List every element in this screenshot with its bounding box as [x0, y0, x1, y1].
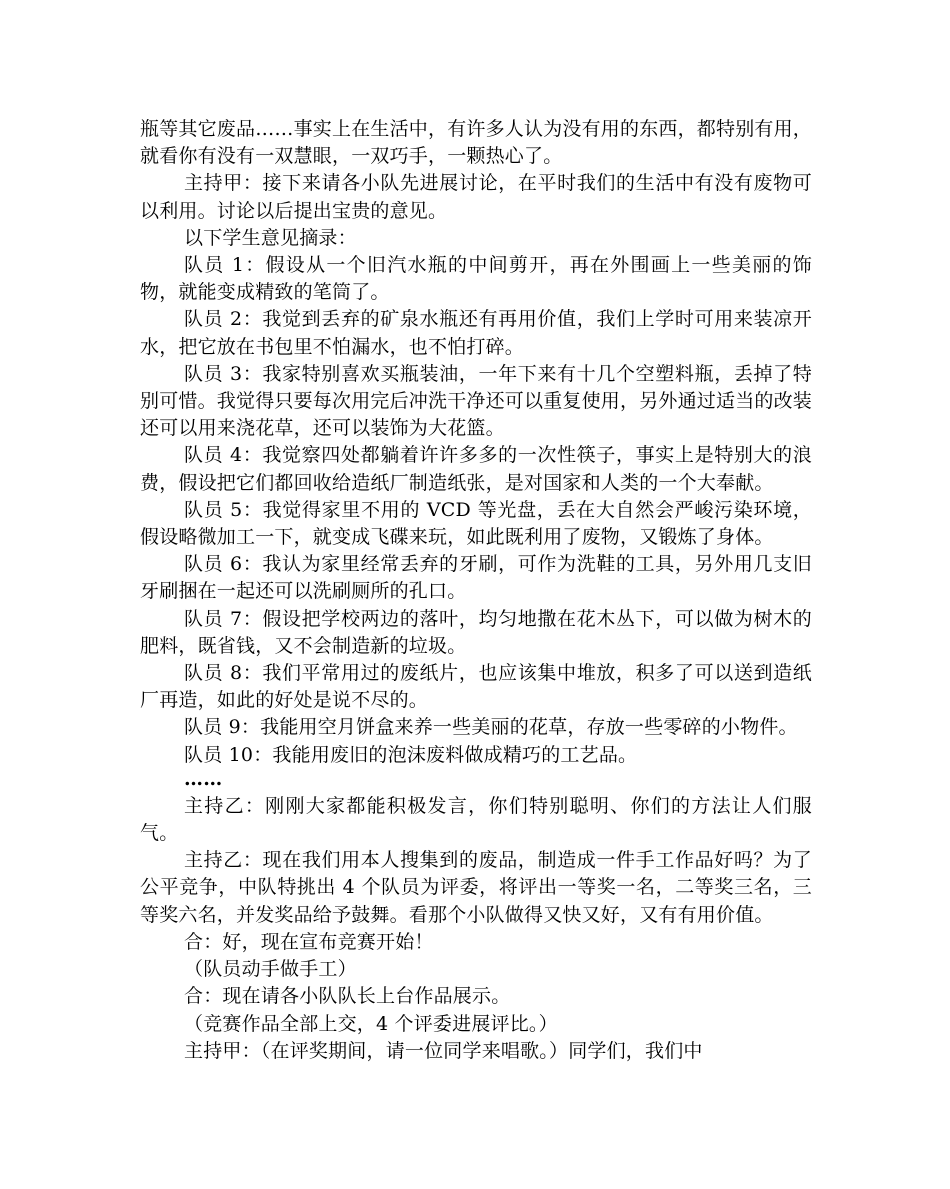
- paragraph-member-4: 队员 4：我觉察四处都躺着许许多多的一次性筷子，事实上是特别大的浪费，假设把它们都回收给造纸厂制造纸张，是对国家和人类的一个大奉献。: [140, 444, 812, 494]
- paragraph-opinions-heading: 以下学生意见摘录：: [184, 226, 357, 249]
- paragraph-stage-direction-crafting: （队员动手做手工）: [184, 958, 357, 981]
- paragraph-member-10: 队员 10：我能用废旧的泡沫废料做成精巧的工艺品。: [184, 743, 638, 766]
- paragraph-member-6: 队员 6：我认为家里经常丢弃的牙刷，可作为洗鞋的工具，另外用几支旧牙刷捆在一起还可以洗刷厕所的孔口。: [140, 553, 812, 603]
- paragraph-host-b-praise: 主持乙：刚刚大家都能积极发言，你们特别聪明、你们的方法让人们服气。: [140, 794, 812, 845]
- paragraph-member-8: 队员 8：我们平常用过的废纸片，也应该集中堆放，积多了可以送到造纸厂再造，如此的好处是说不尽的。: [140, 662, 812, 712]
- paragraph-ellipsis: ……: [184, 767, 223, 790]
- paragraph-member-7: 队员 7：假设把学校两边的落叶，均匀地撒在花木丛下，可以做为树木的肥料，既省钱，又不会制造新的垃圾。: [140, 607, 812, 657]
- paragraph-stage-direction-judging: （竞赛作品全部上交，4 个评委进展评比。）: [184, 1012, 558, 1035]
- paragraph-member-5: 队员 5：我觉得家里不用的 VCD 等光盘，丢在大自然会严峻污染环境，假设略微加工一下，就变成飞碟来玩，如此既利用了废物，又锻炼了身体。: [140, 498, 812, 549]
- paragraph-host-b-contest: 主持乙：现在我们用本人搜集到的废品，制造成一件手工作品好吗？为了公平竞争，中队特挑出 4 个队员为评委，将评出一等奖一名，二等奖三名，三等奖六名，并发奖品给予鼓舞。看那个小队做得又快又好，又有有用价值。: [140, 849, 812, 926]
- paragraph-all-showcase: 合：现在请各小队队长上台作品展示。: [184, 985, 511, 1008]
- paragraph-member-9: 队员 9：我能用空月饼盒来养一些美丽的花草，存放一些零碎的小物件。: [184, 716, 798, 739]
- paragraph-host-a-discussion: 主持甲：接下来请各小队先进展讨论，在平时我们的生活中有没有废物可以利用。讨论以后提出宝贵的意见。: [140, 172, 812, 222]
- paragraph-intro-continuation: 瓶等其它废品……事实上在生活中，有许多人认为没有用的东西，都特别有用，就看你有没有一双慧眼，一双巧手，一颗热心了。: [140, 118, 813, 168]
- document-body: [140, 116, 812, 1065]
- paragraph-member-1: 队员 1：假设从一个旧汽水瓶的中间剪开，再在外围画上一些美丽的饰物，就能变成精致的笔筒了。: [140, 254, 812, 304]
- paragraph-all-start: 合：好，现在宣布竞赛开始！: [184, 930, 434, 953]
- paragraph-member-2: 队员 2：我觉到丢弃的矿泉水瓶还有再用价值，我们上学时可用来装凉开水，把它放在书包里不怕漏水，也不怕打碎。: [140, 308, 812, 358]
- paragraph-host-a-song: 主持甲：（在评奖期间，请一位同学来唱歌。）同学们，我们中: [184, 1039, 703, 1062]
- paragraph-member-3: 队员 3：我家特别喜欢买瓶装油，一年下来有十几个空塑料瓶，丢掉了特别可惜。我觉得只要每次用完后冲洗干净还可以重复使用，另外通过适当的改装还可以用来浇花草，还可以装饰为大花篮。: [140, 362, 813, 440]
